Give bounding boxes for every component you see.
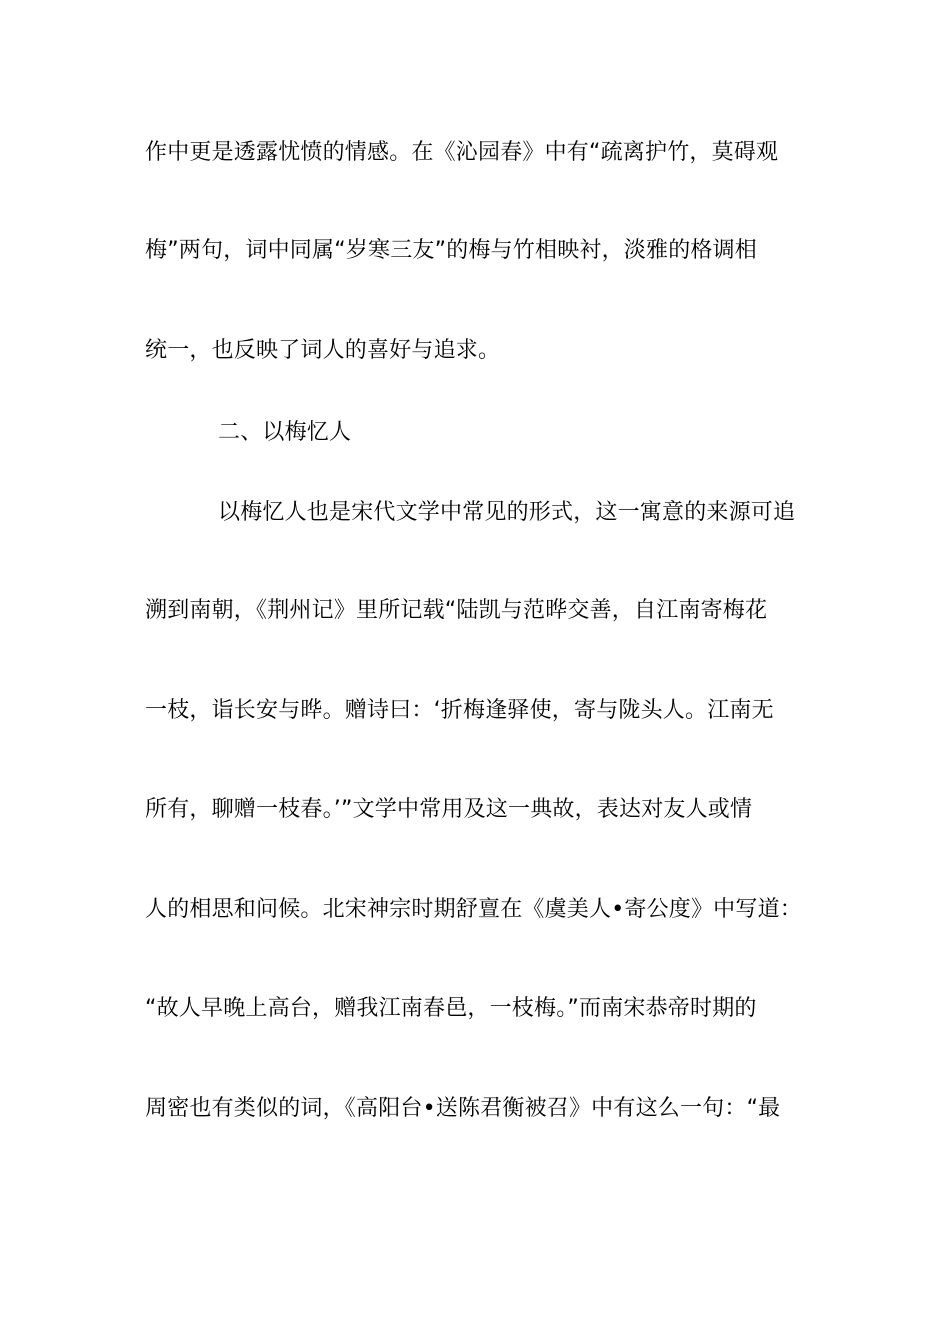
paragraph-line: 作中更是透露忧愤的情感。在《沁园春》中有“疏离护竹，莫碍观 <box>145 140 779 165</box>
paragraph-line: 统一，也反映了词人的喜好与追求。 <box>145 338 501 363</box>
paragraph-line: 人的相思和问候。北宋神宗时期舒亶在《虞美人•寄公度》中写道： <box>145 897 802 922</box>
section-heading: 二、以梅忆人 <box>218 420 352 445</box>
paragraph-line: 溯到南朝，《荆州记》里所记载“陆凯与范晔交善，自江南寄梅花 <box>145 598 768 623</box>
paragraph-line: 周密也有类似的词，《高阳台•送陈君衡被召》中有这么一句：“最 <box>145 1096 781 1121</box>
paragraph-line: 所有，聊赠一枝春。’”文学中常用及这一典故，表达对友人或情 <box>145 797 753 822</box>
paragraph-line: “故人早晚上高台，赠我江南春邑，一枝梅。”而南宋恭帝时期的 <box>145 996 757 1021</box>
paragraph-line: 一枝，诣长安与晔。赠诗曰：‘折梅逢驿使，寄与陇头人。江南无 <box>145 698 774 723</box>
paragraph-line: 梅”两句，词中同属“岁寒三友”的梅与竹相映衬，淡雅的格调相 <box>145 238 757 263</box>
paragraph-line: 以梅忆人也是宋代文学中常见的形式，这一寓意的来源可追 <box>218 500 796 525</box>
